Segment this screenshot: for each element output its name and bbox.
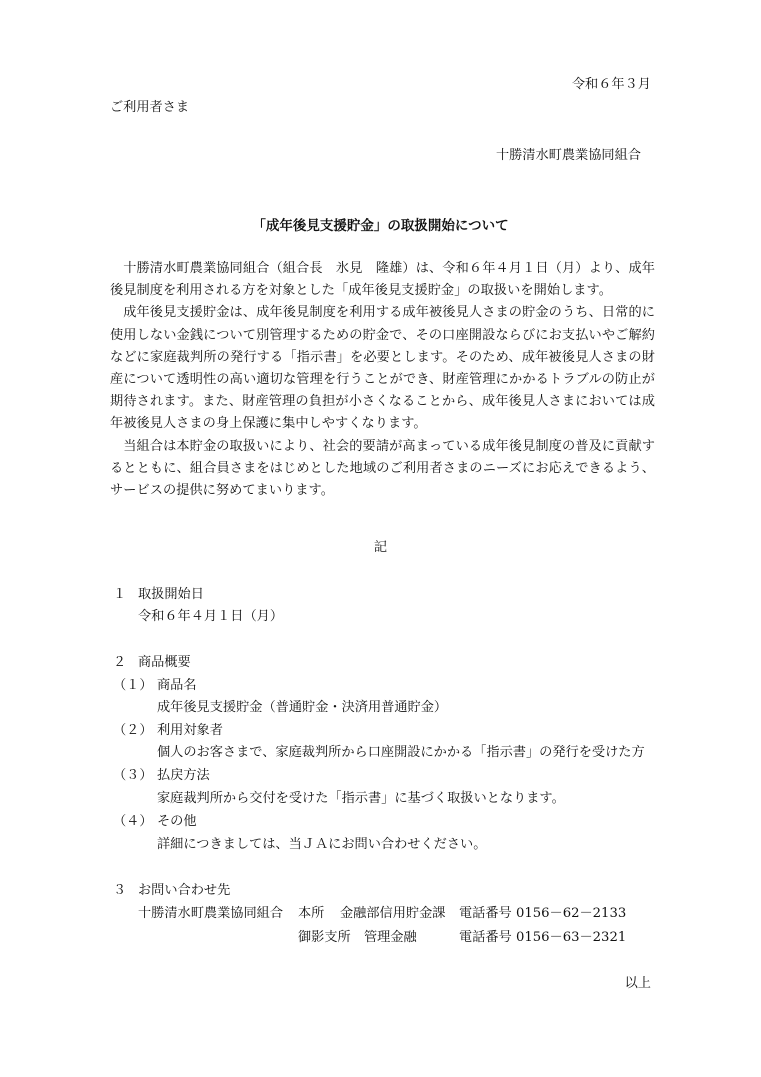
- item-number: （２）: [113, 723, 153, 738]
- item-number: （３）: [113, 768, 153, 783]
- recipient: ご利用者さま: [110, 100, 190, 115]
- contact-phone: 電話番号 0156－63－2321: [459, 930, 627, 945]
- document-title: 「成年後見支援貯金」の取扱開始について: [252, 218, 509, 234]
- contact-department: 管理金融: [364, 930, 417, 945]
- section-1-number: １: [113, 587, 127, 602]
- item-body: 成年後見支援貯金（普通貯金・決済用普通貯金）: [157, 700, 448, 715]
- item-number: （４）: [113, 814, 153, 829]
- section-2-number: ２: [113, 655, 127, 670]
- contact-organization: 十勝清水町農業協同組合: [138, 906, 284, 921]
- section-2-heading: 商品概要: [138, 655, 191, 670]
- ki-heading: 記: [373, 540, 388, 555]
- item-heading: 商品名: [157, 678, 197, 693]
- body-paragraph: 十勝清水町農業協同組合（組合長 氷見 隆雄）は、令和６年４月１日（月）より、成年後見制度を利用される方を対象とした「成年後見支援貯金」の取扱いを開始します。: [110, 261, 655, 299]
- contact-branch: 本所: [298, 906, 325, 921]
- contact-phone: 電話番号 0156－62－2133: [459, 906, 627, 921]
- body-paragraph: 当組合は本貯金の取扱いにより、社会的要請が高まっている成年後見制度の普及に貢献するとともに、組合員さまをはじめとした地域のご利用者さまのニーズにお応えできるよう、サービスの提供に努めてまいります。: [110, 438, 655, 499]
- item-heading: 払戻方法: [157, 768, 210, 783]
- contact-department: 金融部信用貯金課: [340, 906, 446, 921]
- item-heading: その他: [157, 814, 197, 829]
- section-1-value: 令和６年４月１日（月）: [138, 609, 284, 624]
- issue-date: 令和６年３月: [571, 77, 651, 92]
- sender-organization: 十勝清水町農業協同組合: [495, 148, 641, 163]
- item-body: 家庭裁判所から交付を受けた「指示書」に基づく取扱いとなります。: [157, 791, 565, 806]
- body-paragraph: 成年後見支援貯金は、成年後見制度を利用する成年被後見人さまの貯金のうち、日常的に使用しない金銭について別管理するための貯金で、その口座開設ならびにお支払いやご解約などに家庭裁判所の発行する「指示書」を必要とします。そのため、成年被後見人さまの財産について透明性の高い適切な管理を行うことができ、財産管理にかかるトラブルの防止が期待されます。また、財産管理の負担が小さくなることから、成年後見人さまにおいては成年被後見人さまの身上保護に集中しやすくなります。: [110, 305, 655, 432]
- section-3-number: ３: [113, 883, 127, 898]
- item-number: （１）: [113, 678, 153, 693]
- contact-branch: 御影支所: [298, 930, 351, 945]
- section-3-heading: お問い合わせ先: [138, 883, 231, 898]
- item-heading: 利用対象者: [157, 723, 223, 738]
- item-body: 詳細につきましては、当ＪＡにお問い合わせください。: [157, 837, 487, 852]
- section-1-heading: 取扱開始日: [138, 587, 204, 602]
- body-text: [110, 258, 655, 502]
- closing-mark: 以上: [624, 976, 651, 991]
- item-body: 個人のお客さまで、家庭裁判所から口座開設にかかる「指示書」の発行を受けた方: [157, 745, 645, 760]
